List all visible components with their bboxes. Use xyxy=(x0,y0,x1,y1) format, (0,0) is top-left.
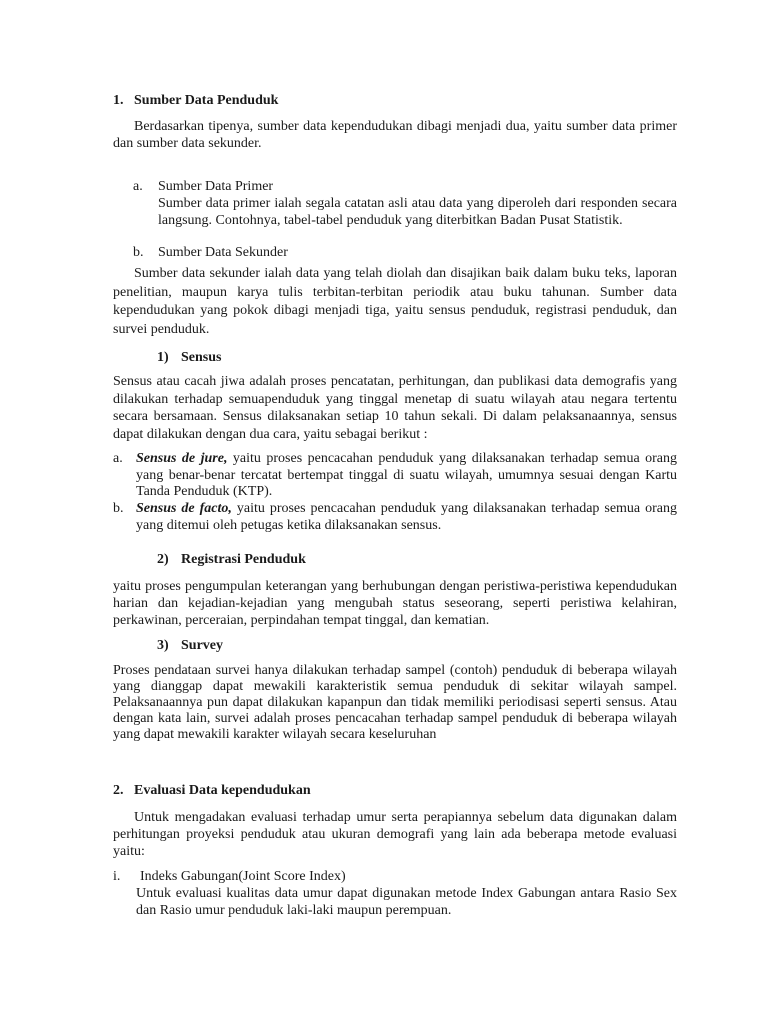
subsection-number: 1) xyxy=(157,350,169,365)
item-title: Sumber Data Sekunder xyxy=(158,245,288,260)
paragraph: Untuk mengadakan evaluasi terhadap umur serta perapiannya sebelum data digunakan dalam perhitungan proyeksi penduduk atau ukuran demografi yang lain ada beberapa metode evaluasi yaitu: xyxy=(113,809,677,859)
section-heading: Evaluasi Data kependudukan xyxy=(134,782,311,798)
section-heading-row xyxy=(113,92,677,109)
item-text: Sumber data primer ialah segala catatan asli atau data yang diperoleh dari responden secara langsung. Contohnya, tabel-tabel penduduk yang diterbitkan Badan Pusat Statistik. xyxy=(158,196,677,228)
paragraph: yaitu proses pengumpulan keterangan yang berhubungan dengan peristiwa-peristiwa kependudukan harian dan kejadian-kejadian yang mengubah status seseorang, seperti peristiwa kelahiran, perkawinan, perceraian, perpindahan tempat tinggal, dan kematian. xyxy=(113,578,677,628)
subsection-heading-row xyxy=(113,637,677,654)
term: Sensus de facto, xyxy=(136,501,232,517)
subsection-heading: Registrasi Penduduk xyxy=(181,551,306,567)
subsection-heading-row xyxy=(113,349,677,366)
list-item xyxy=(113,501,677,534)
paragraph: Proses pendataan survei hanya dilakukan terhadap sampel (contoh) penduduk di beberapa wilayah yang dianggap dapat mewakili karakteristik semua penduduk di sekitar wilayah sampel. Pelaksanaannya pun dapat dilakukan kapanpun dan tidak memiliki periodisasi seperti sensus. Atau dengan kata lain, survei adalah proses pencacahan terhadap sampel penduduk di beberapa wilayah yang dapat mewakili karakter wilayah secara keseluruhan xyxy=(113,662,677,743)
list-item xyxy=(113,451,677,501)
subsection-number: 3) xyxy=(157,637,169,653)
list-label: b. xyxy=(133,245,144,260)
item-text: Untuk evaluasi kualitas data umur dapat digunakan metode Index Gabungan antara Rasio Sex dan Rasio umur penduduk laki-laki maupun perempuan. xyxy=(136,885,677,918)
item-title: Sumber Data Primer xyxy=(158,179,274,194)
section-number: 2. xyxy=(113,782,124,798)
term: Sensus de jure, xyxy=(136,451,228,466)
list-label: i. xyxy=(113,868,121,884)
list-item xyxy=(113,868,677,919)
paragraph: Sensus atau cacah jiwa adalah proses pencatatan, perhitungan, dan publikasi data demografis yang dilakukan terhadap semuapenduduk yang tinggal menetap di suatu wilayah atau negara tertentu secara bersamaan. Sensus dilaksanakan setiap 10 tahun sekali. Di dalam pelaksanaannya, sensus dapat dilakukan dengan dua cara, yaitu sebagai berikut : xyxy=(113,374,677,442)
list-label: a. xyxy=(113,451,123,466)
list-item xyxy=(113,178,677,229)
subsection-heading: Survey xyxy=(181,637,223,653)
paragraph: Sumber data sekunder ialah data yang telah diolah dan disajikan baik dalam buku teks, laporan penelitian, maupun karya tulis terbitan-terbitan periodik atau buku tahunan. Sumber data kependudukan yang pokok dibagi menjadi tiga, yaitu sensus penduduk, registrasi penduduk, dan survei penduduk. xyxy=(113,266,677,337)
list-label: a. xyxy=(133,179,143,194)
item-title: Indeks Gabungan(Joint Score Index) xyxy=(140,868,346,884)
list-item xyxy=(113,244,677,261)
document-body xyxy=(113,92,677,919)
list-label: b. xyxy=(113,501,124,517)
subsection-number: 2) xyxy=(157,551,169,567)
item-text: yaitu proses pencacahan penduduk yang dilaksanakan terhadap semua orang yang ditemui oleh petugas ketika dilaksanakan sensus. xyxy=(136,501,677,533)
item-text: yaitu proses pencacahan penduduk yang dilaksanakan terhadap semua orang yang benar-benar tercatat bertempat tinggal di suatu wilayah, umumnya sesuai dengan Kartu Tanda Penduduk (KTP). xyxy=(136,451,677,500)
paragraph: Berdasarkan tipenya, sumber data kependudukan dibagi menjadi dua, yaitu sumber data primer dan sumber data sekunder. xyxy=(113,119,677,151)
section-heading-row xyxy=(113,782,677,799)
section-number: 1. xyxy=(113,93,124,108)
subsection-heading: Sensus xyxy=(181,350,222,365)
subsection-heading-row xyxy=(113,551,677,568)
section-heading: Sumber Data Penduduk xyxy=(134,93,279,108)
